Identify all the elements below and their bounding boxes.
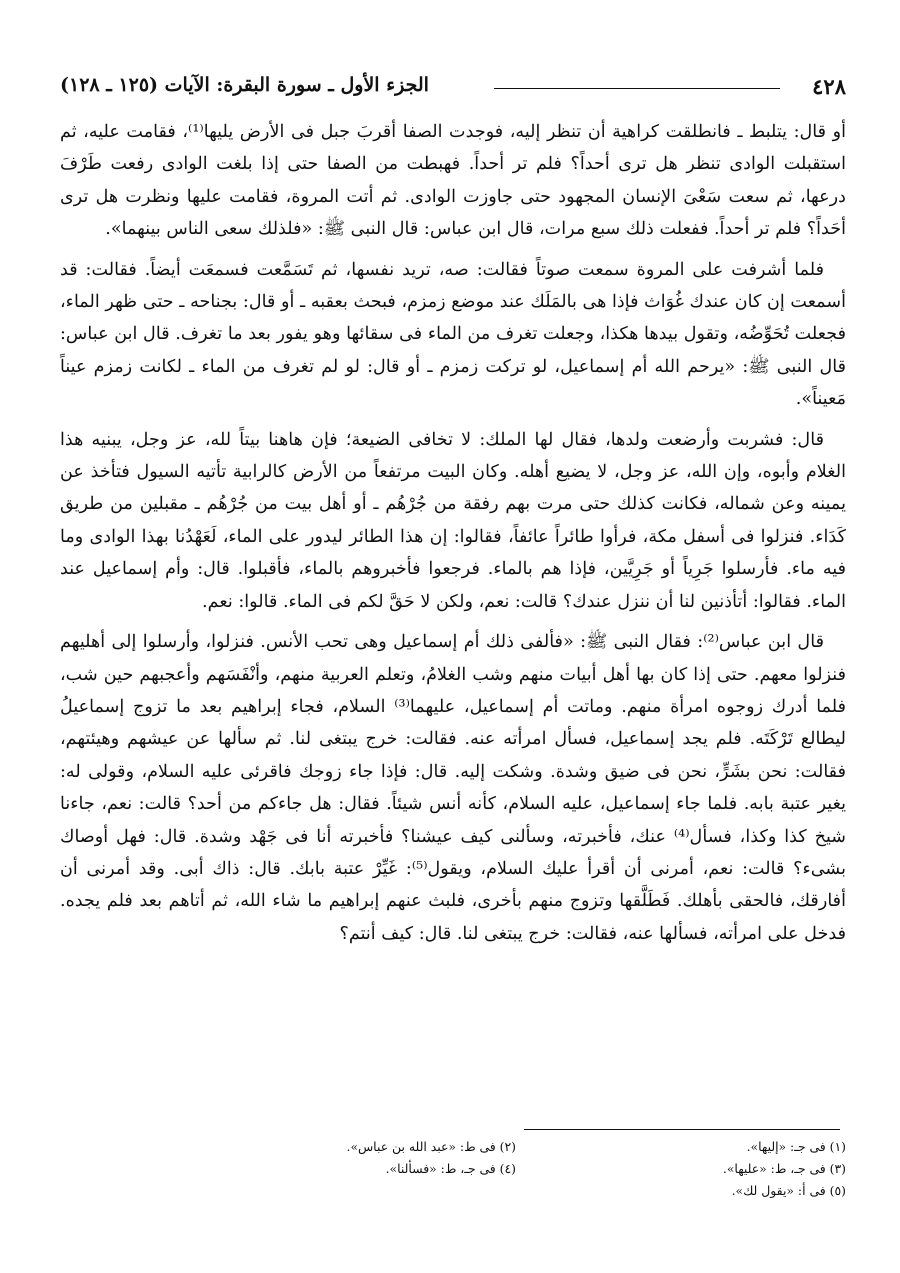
paragraph: أو قال: يتلبط ـ فانطلقت كراهية أن تنظر إليه، فوجدت الصفا أقربَ جبل فى الأرض يليها⁽¹⁾، فقامت عليه، ثم استقبلت الوادى تنظر هل ترى أحداً؟ فلم تر أحداً. فهبطت من الصفا حتى إذا بلغت الوادى رفعت طَرْفَ درعها، ثم سعت سَعْىَ الإنسان المجهود حتى جاوزت الوادى. ثم أتت المروة، فقامت عليها ونظرت هل ترى أحَداً؟ فلم تر أحداً. ففعلت ذلك سبع مرات، قال ابن عباس: قال النبى ﷺ: «فلذلك سعى الناس بينهما». (60, 122, 846, 240)
paragraph: قال: فشربت وأرضعت ولدها، فقال لها الملك: لا تخافى الضيعة؛ فإن هاهنا بيتاً لله، عز وجل، يبنيه هذا الغلام وأبوه، وإن الله، عز وجل، لا يضيع أهله. وكان البيت مرتفعاً من الأرض كالرابية تأتيه السيول فتأخذ عن يمينه وعن شماله، فكانت كذلك حتى مرت بهم رفقة من جُرْهُم ـ أو أهل بيت من جُرْهُم ـ مقبلين من طريق كَدَاء. فنزلوا فى أسفل مكة، فرأوا طائراً عائفاً، فقالوا: إن هذا الطائر ليدور على الماء، لَعَهْدُنا بهذا الوادى وما فيه ماء. فأرسلوا جَرِياً أو جَرِيَّين، فإذا هم بالماء. فرجعوا فأخبروهم بالماء، فأقبلوا. قال: وأم إسماعيل عند الماء. فقالوا: أتأذنين لنا أن ننزل عندك؟ قالت: نعم، ولكن لا حَقَّ لكم فى الماء. قالوا: نعم. (60, 429, 846, 612)
page-number: ٤٢٨ (812, 74, 846, 99)
footnote: (٢) فى ط: «عبد الله بن عباس». (346, 1139, 516, 1154)
footnote: (٤) فى جـ، ط: «فسألنا». (385, 1161, 516, 1176)
paragraph: فلما أشرفت على المروة سمعت صوتاً فقالت: صه، تريد نفسها، ثم تَسَمَّعت فسمعَت أيضاً. فقالت: قد أسمعت إن كان عندك غُوَاث فإذا هى بالمَلَك عند موضع زمزم، فبحث بعقبه ـ أو قال: بجناحه ـ حتى ظهر الماء، فجعلت تُحَوِّضُه، وتقول بيدها هكذا، وجعلت تغرف من الماء فى سقائها وهو يفور بعد ما تغرف. قال ابن عباس: قال النبى ﷺ: «يرحم الله أم إسماعيل، لو تركت زمزم ـ أو قال: لو لم تغرف من الماء ـ لكانت زمزم عيناً مَعيناً». (60, 259, 846, 410)
page-header (60, 72, 846, 106)
footnote: (٣) فى جـ، ط: «عليها». (722, 1161, 846, 1176)
main-text (60, 116, 846, 958)
paragraph: قال ابن عباس⁽²⁾: فقال النبى ﷺ: «فألفى ذلك أم إسماعيل وهى تحب الأنس. فنزلوا، وأرسلوا إلى أهليهم فنزلوا معهم. حتى إذا كان بها أهل أبيات منهم وشب الغلامُ، وتعلم العربية منهم، وأنْفَسَهم وأعجبهم حين شب، فلما أدرك زوجوه امرأة منهم. وماتت أم إسماعيل، عليهما⁽³⁾ السلام، فجاء إبراهيم بعد ما تزوج إسماعيلُ ليطالع تَرْكَتَه. فلم يجد إسماعيل، فسأل امرأته عنه. فقالت: خرج يبتغى لنا. ثم سألها عن عيشهم وهيئتهم، فقالت: نحن بشَرٍّ، نحن فى ضيق وشدة. وشكت إليه. قال: فإذا جاء زوجك فاقرئى عليه السلام، وقولى له: يغير عتبة بابه. فلما جاء إسماعيل، عليه السلام، كأنه أنس شيئاً. فقال: هل جاءكم من أحد؟ قالت: نعم، جاءنا شيخ كذا وكذا، فسأل⁽⁴⁾ عنك، فأخبرته، وسألنى كيف عيشنا؟ فأخبرته أنا فى جَهْد وشدة. قال: فهل أوصاك بشىء؟ قالت: نعم، أمرنى أن أقرأ عليك السلام، ويقول⁽⁵⁾: غَيِّرْ عتبة بابك. قال: ذاك أبى. وقد أمرنى أن أفارقك، فالحقى بأهلك. فَطَلَّقها وتزوج منهم بأخرى، فلبث عنهم إبراهيم ما شاء الله، ثم أتاهم بعد فلم يجده. فدخل على امرأته، فسألها عنه، فقالت: خرج يبتغى لنا. قال: كيف أنتم؟ (60, 632, 846, 944)
footnote: (١) فى جـ: «إليها». (746, 1139, 846, 1154)
header-rule (494, 88, 780, 89)
footnotes (220, 1136, 846, 1202)
running-title: الجزء الأول ـ سورة البقرة: الآيات (١٢٥ ـ ١٢٨) (60, 74, 429, 96)
footnote: (٥) فى أ: «يقول لك». (731, 1183, 846, 1198)
footnote-separator (524, 1129, 840, 1130)
